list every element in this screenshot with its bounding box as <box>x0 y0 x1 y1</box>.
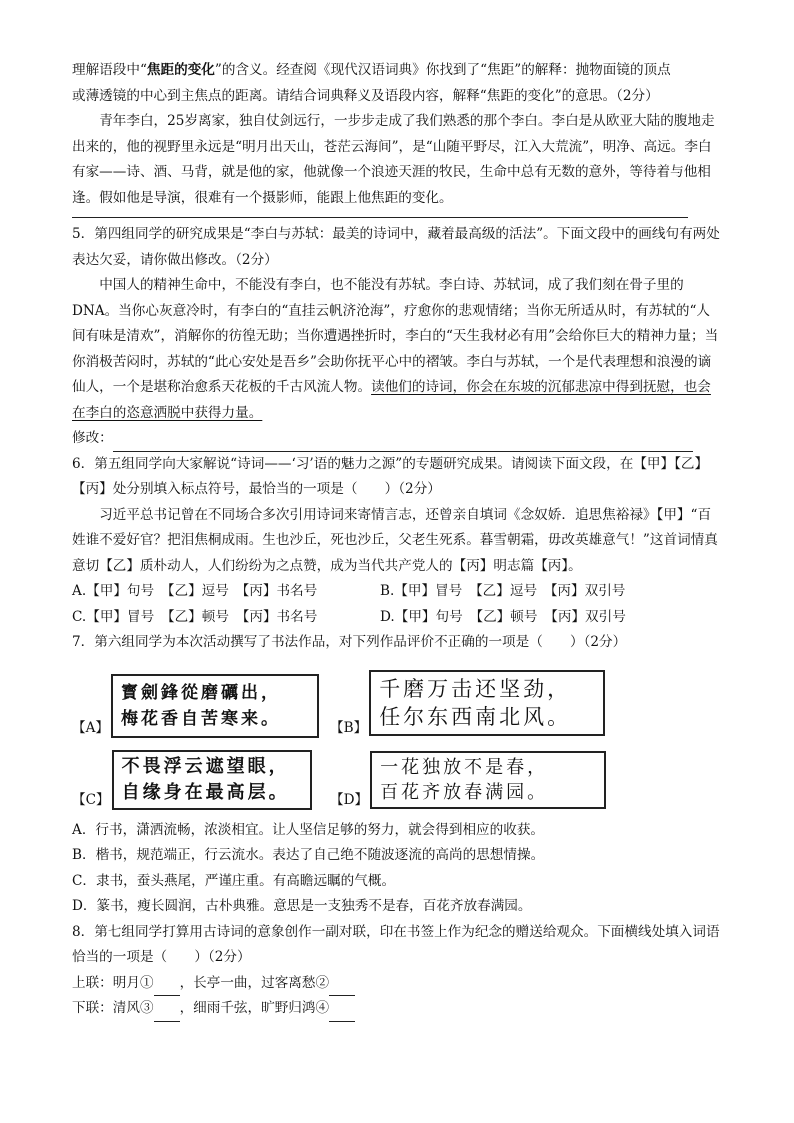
q7-option-d: D．篆书，瘦长圆润，古朴典雅。意思是一支独秀不是春，百花齐放春满园。 <box>72 898 532 914</box>
key-term: 焦距的变化 <box>146 62 215 78</box>
calligraphy-d: 【D】 一花独放不是春， 百花齐放春满园。 <box>330 748 606 814</box>
q7-stem: 7．第六组同学为本次活动撰写了书法作品，对下列作品评价不正确的一项是（ ）（2分） <box>72 634 627 650</box>
q6-passage: 习近平总书记曾在不同场合多次引用诗词来寄情言志，还曾亲自填词《念奴娇．追思焦裕禄》【甲】“百姓谁不爱好官？把泪焦桐成雨。生也沙丘，死也沙丘，父老生死系。暮雪朝霜，毋改英雄意气！”这首词情真意切【乙】质朴动人，人们纷纷为之点赞，成为当代共产党人的【丙】明志篇【丙】。 <box>72 506 718 574</box>
answer-line <box>72 217 688 218</box>
couplet-upper: 上联：明月① ，长亭一曲，过客离愁② <box>72 971 722 997</box>
q7-option-c: C．隶书，蚕头燕尾，严谨庄重。有高瞻远瞩的气概。 <box>72 872 396 889</box>
blank-3 <box>154 1007 180 1022</box>
calligraphy-panel-b: 千磨万击还坚劲， 任尔东西南北风。 <box>369 670 605 736</box>
blank-1 <box>154 981 180 996</box>
q6-options-row-2 <box>72 605 722 631</box>
calligraphy-c: 【C】 不畏浮云遮望眼， 自缘身在最高层。 <box>72 748 312 814</box>
calligraphy-panel-a: 寳劍鋒從磨礪出， 梅花香自苦寒来。 <box>111 674 319 738</box>
q5-stem: 5．第四组同学的研究成果是“李白与苏轼：最美的诗词中，藏着最高级的活法”。下面文段中的画线句有两处表达欠妥，请你做出修改。（2分） <box>72 226 720 268</box>
exam-page <box>72 58 722 1022</box>
li-bai-passage: 青年李白，25岁离家，独自仗剑远行，一步步走成了我们熟悉的那个李白。李白是从欧亚大陆的腹地走出来的，他的视野里永远是“明月出天山，苍茫云海间”，是“山随平野尽，江入大荒流”，明净、高远。李白有家——诗、酒、马背，就是他的家，他就像一个浪迹天涯的牧民，生命中总有无数的意外，等待着与他相逢。假如他是导演，很难有一个摄影师，能跟上他焦距的变化。 <box>72 113 715 206</box>
marker-jia: 【甲】 <box>656 506 691 523</box>
blank-4 <box>329 1007 355 1022</box>
q6-option-b: B.【甲】冒号 【乙】逗号 【丙】双引号 <box>380 583 626 599</box>
q6-option-c: C.【甲】冒号 【乙】顿号 【丙】书名号 <box>72 608 318 625</box>
q6-option-a: A.【甲】句号 【乙】逗号 【丙】书名号 <box>72 583 318 599</box>
q6-option-d: D.【甲】句号 【乙】顿号 【丙】双引号 <box>380 608 626 625</box>
revise-answer-line <box>113 437 693 452</box>
blank-2 <box>329 981 355 996</box>
calligraphy-a: 【A】 寳劍鋒從磨礪出， 梅花香自苦寒来。 <box>72 672 319 742</box>
q8-stem: 8．第七组同学打算用古诗词的意象创作一副对联，印在书签上作为纪念的赠送给观众。下面横线处填入词语恰当的一项是（ ）（2分） <box>72 923 720 965</box>
q5-passage: 中国人的精神生命中，不能没有李白，也不能没有苏轼。李白诗、苏轼词，成了我们刻在骨子里的DNA。当你心灰意冷时，有李白的“直挂云帆济沧海”，疗愈你的悲观情绪；当你无所适从时，有苏轼的“人间有味是清欢”，消解你的彷徨无助；当你遭遇挫折时，李白的“天生我材必有用”会给你巨大的精神力量；当你消极苦闷时，苏轼的“此心安处是吾乡”会助你抚平心中的褶皱。李白与苏轼，一个是代表理想和浪漫的谪仙人，一个是堪称治愈系天花板的千古风流人物。读他们的诗词，你会在东坡的沉郁悲凉中得到抚慰，也会在李白的恣意洒脱中获得力量。 <box>72 277 719 421</box>
intro-question-line-1: 理解语段中“焦距的变化”的含义。经查阅《现代汉语词典》你找到了“焦距”的解释：抛物面镜的顶点 <box>72 62 671 78</box>
q5-revise-row <box>72 426 722 452</box>
q6-options-row-1 <box>72 579 722 605</box>
calligraphy-panel-d: 一花独放不是春， 百花齐放春满园。 <box>370 751 606 809</box>
revise-label: 修改： <box>72 430 113 446</box>
calligraphy-panel-c: 不畏浮云遮望眼， 自缘身在最高层。 <box>112 750 312 810</box>
calligraphy-gallery <box>72 662 722 816</box>
q6-stem: 6．第五组同学向大家解说“诗词——‘习’语的魅力之源”的专题研究成果。请阅读下面文段，在【甲】【乙】【丙】处分别填入标点符号，最恰当的一项是（ ）（2分） <box>72 455 709 497</box>
marker-yi: 【乙】 <box>99 557 140 574</box>
q7-option-a: A．行书，潇洒流畅，浓淡相宜。让人坚信足够的努力，就会得到相应的收获。 <box>72 821 545 838</box>
marker-bing: 【丙】 <box>452 557 494 574</box>
q7-option-b: B．楷书，规范端正，行云流水。表达了自己绝不随波逐流的高尚的思想情操。 <box>72 847 545 863</box>
marker-bing: 【丙】 <box>534 557 569 574</box>
intro-question-line-2: 或薄透镜的中心到主焦点的距离。请结合词典释义及语段内容，解释“焦距的变化”的意思。（2分） <box>72 87 659 104</box>
calligraphy-b: 【B】 千磨万击还坚劲， 任尔东西南北风。 <box>330 666 605 742</box>
couplet-lower: 下联：清风③ ，细雨千弦，旷野归鸿④ <box>72 996 722 1022</box>
underlined-sentence: 读他们的诗词，你会在东坡的沉郁悲凉中得到抚慰，也会在李白的恣意洒脱中获得力量。 <box>72 379 711 421</box>
